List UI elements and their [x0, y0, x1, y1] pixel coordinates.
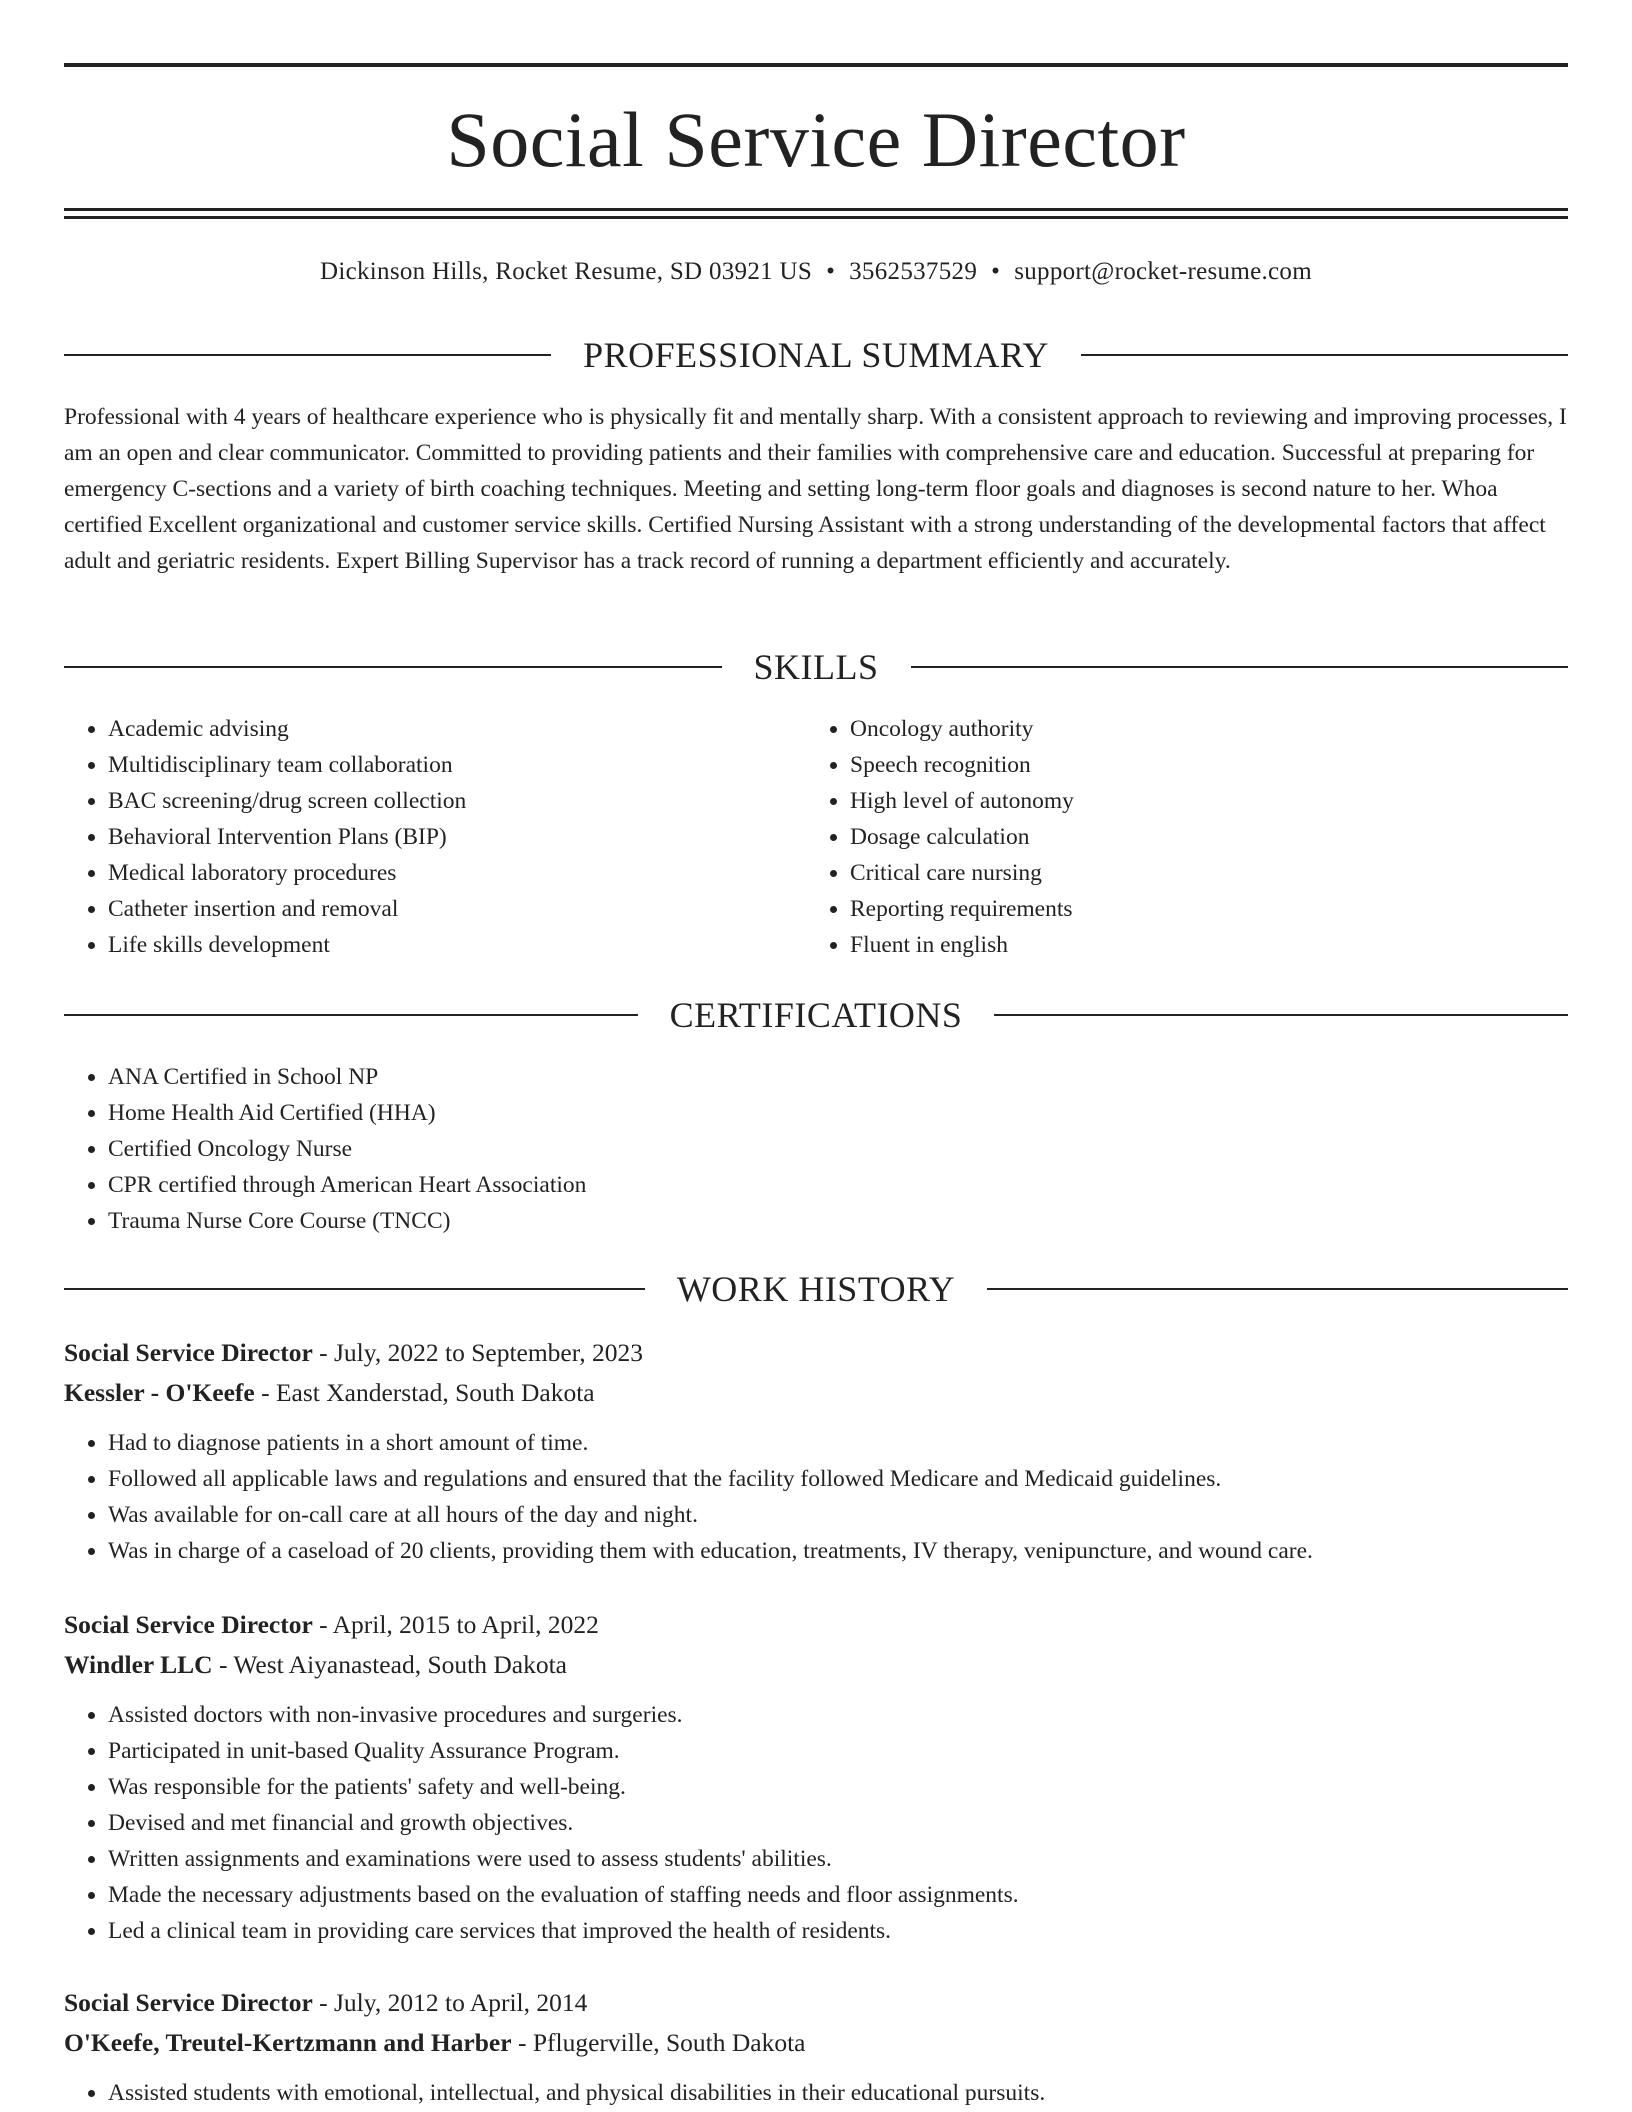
- skill-item: • Medical laboratory procedures: [108, 855, 764, 891]
- section-rule-left: [64, 666, 722, 668]
- job-title-line: [64, 1333, 1568, 1373]
- skill-item: • High level of autonomy: [850, 783, 1506, 819]
- skills-column-left: [64, 711, 764, 963]
- job-duties-list: [64, 2075, 1568, 2111]
- section-title-work-history: WORK HISTORY: [676, 1269, 956, 1309]
- job-company: O'Keefe, Treutel-Kertzmann and Harber: [64, 2028, 512, 2057]
- job-company-line: [64, 1373, 1568, 1413]
- job-duty: • Assisted students with emotional, intellectual, and physical disabilities in their educational pursuits.: [108, 2075, 1568, 2111]
- job-location: - West Aiyanastead, South Dakota: [212, 1650, 567, 1679]
- skill-item: • Critical care nursing: [850, 855, 1506, 891]
- job-duty: • Made the necessary adjustments based on the evaluation of staffing needs and floor assignments.: [108, 1877, 1568, 1913]
- section-title-certifications: CERTIFICATIONS: [669, 995, 963, 1035]
- section-header-certifications: [64, 993, 1568, 1037]
- job-duty: • Led a clinical team in providing care services that improved the health of residents.: [108, 1913, 1568, 1949]
- job-entry: [64, 1333, 1568, 1569]
- header-double-rule-lower: [64, 216, 1568, 219]
- skill-item: • Fluent in english: [850, 927, 1506, 963]
- section-rule-left: [64, 1014, 638, 1016]
- skills-column-right: [806, 711, 1506, 963]
- job-duty: • Participated in unit-based Quality Assurance Program.: [108, 1733, 1568, 1769]
- skill-item: • Catheter insertion and removal: [108, 891, 764, 927]
- job-title-line: [64, 1983, 1568, 2023]
- resume-title: Social Service Director: [446, 96, 1186, 183]
- job-company-line: [64, 1645, 1568, 1685]
- header-top-rule: [64, 63, 1568, 67]
- skill-item: • Behavioral Intervention Plans (BIP): [108, 819, 764, 855]
- job-dates: - April, 2015 to April, 2022: [312, 1610, 599, 1639]
- job-duty: • Was responsible for the patients' safety and well-being.: [108, 1769, 1568, 1805]
- job-duty: • Had to diagnose patients in a short amount of time.: [108, 1425, 1568, 1461]
- professional-summary-text: Professional with 4 years of healthcare experience who is physically fit and mentally sharp. With a consistent approach to reviewing and improving processes, I am an open and clear communicator. Committed to providing patients and their families with comprehensive care and education. Successful at preparing for emergency C-sections and a variety of birth coaching techniques. Meeting and setting long-term floor goals and diagnoses is second nature to her. Whoa certified Excellent organizational and customer service skills. Certified Nursing Assistant with a strong understanding of the developmental factors that affect adult and geriatric residents. Expert Billing Supervisor has a track record of running a department efficiently and accurately.: [64, 404, 1567, 574]
- certifications-list: [64, 1059, 1464, 1239]
- section-rule-right: [987, 1288, 1568, 1290]
- job-duties-list: [64, 1697, 1568, 1949]
- job-dates: - July, 2012 to April, 2014: [312, 1988, 588, 2017]
- contact-address: Dickinson Hills, Rocket Resume, SD 03921 US: [320, 258, 813, 285]
- certification-item: • ANA Certified in School NP: [108, 1059, 1464, 1095]
- job-location: - Pflugerville, South Dakota: [511, 2028, 806, 2057]
- section-header-work-history: [64, 1267, 1568, 1311]
- contact-line: [64, 252, 1568, 292]
- section-rule-left: [64, 1288, 645, 1290]
- job-duty: • Followed all applicable laws and regulations and ensured that the facility followed Medicare and Medicaid guidelines.: [108, 1461, 1568, 1497]
- section-header-summary: [64, 333, 1568, 377]
- skills-list-left: [64, 711, 764, 963]
- header-double-rule-upper: [64, 208, 1568, 211]
- job-dates: - July, 2022 to September, 2023: [312, 1338, 643, 1367]
- job-duties-list: [64, 1425, 1568, 1569]
- job-duty: • Assisted doctors with non-invasive procedures and surgeries.: [108, 1697, 1568, 1733]
- job-title: Social Service Director: [64, 1610, 313, 1639]
- contact-separator: •: [991, 258, 1001, 285]
- certifications-block: [64, 1059, 1464, 1239]
- skill-item: • Academic advising: [108, 711, 764, 747]
- certification-item: • CPR certified through American Heart Association: [108, 1167, 1464, 1203]
- section-rule-right: [1081, 354, 1568, 356]
- job-company-line: [64, 2023, 1568, 2063]
- section-title-skills: SKILLS: [753, 647, 879, 687]
- certification-item: • Certified Oncology Nurse: [108, 1131, 1464, 1167]
- skills-list-right: [806, 711, 1506, 963]
- skill-item: • Oncology authority: [850, 711, 1506, 747]
- section-header-skills: [64, 645, 1568, 689]
- skill-item: • BAC screening/drug screen collection: [108, 783, 764, 819]
- section-rule-right: [994, 1014, 1568, 1016]
- contact-email: support@rocket-resume.com: [1014, 258, 1312, 285]
- job-duty: • Was available for on-call care at all hours of the day and night.: [108, 1497, 1568, 1533]
- job-duty: • Devised and met financial and growth objectives.: [108, 1805, 1568, 1841]
- job-company: Windler LLC: [64, 1650, 213, 1679]
- job-duty: • Was in charge of a caseload of 20 clients, providing them with education, treatments, IV therapy, venipuncture, and wound care.: [108, 1533, 1568, 1569]
- skill-item: • Multidisciplinary team collaboration: [108, 747, 764, 783]
- job-title-line: [64, 1605, 1568, 1645]
- certification-item: • Home Health Aid Certified (HHA): [108, 1095, 1464, 1131]
- skill-item: • Speech recognition: [850, 747, 1506, 783]
- contact-phone: 3562537529: [849, 258, 978, 285]
- skill-item: • Life skills development: [108, 927, 764, 963]
- skill-item: • Reporting requirements: [850, 891, 1506, 927]
- contact-separator: •: [826, 258, 836, 285]
- job-title: Social Service Director: [64, 1338, 313, 1367]
- job-duty: • Written assignments and examinations were used to assess students' abilities.: [108, 1841, 1568, 1877]
- section-rule-left: [64, 354, 551, 356]
- job-company: Kessler - O'Keefe: [64, 1378, 255, 1407]
- job-title: Social Service Director: [64, 1988, 313, 2017]
- job-entry: [64, 1605, 1568, 1949]
- section-rule-right: [911, 666, 1569, 668]
- job-location: - East Xanderstad, South Dakota: [254, 1378, 595, 1407]
- certification-item: • Trauma Nurse Core Course (TNCC): [108, 1203, 1464, 1239]
- job-entry: [64, 1983, 1568, 2111]
- section-title-summary: PROFESSIONAL SUMMARY: [583, 335, 1049, 375]
- skill-item: • Dosage calculation: [850, 819, 1506, 855]
